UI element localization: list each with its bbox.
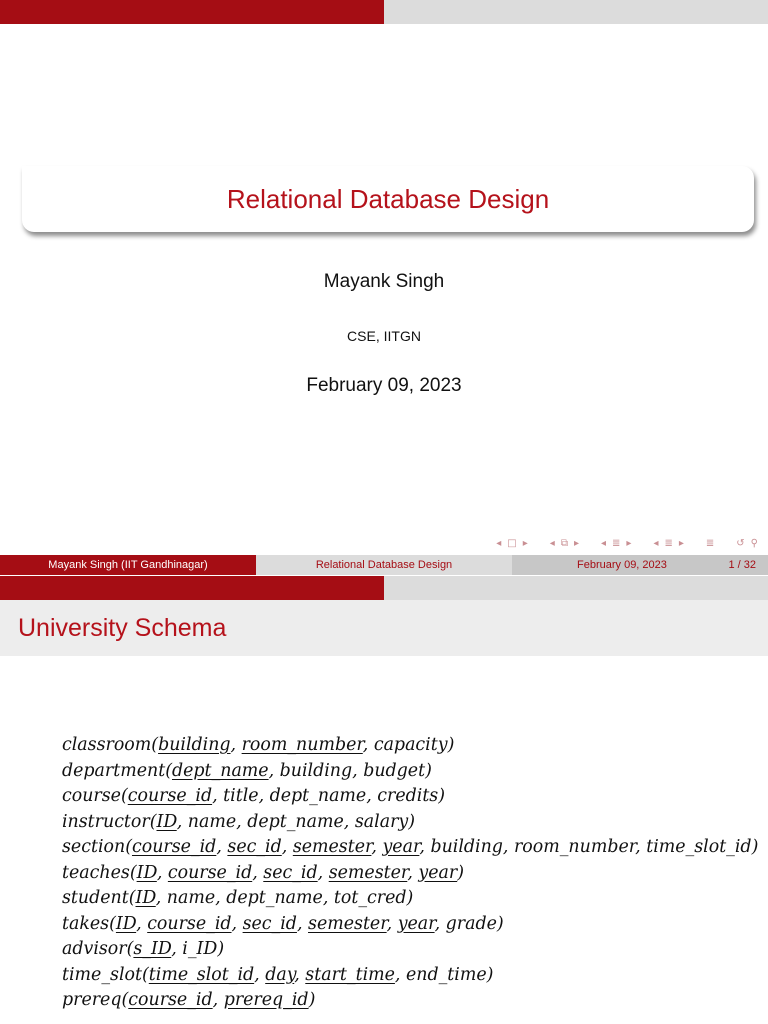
schema-relation: advisor(s_ID, i_ID) (62, 939, 225, 959)
primary-key-attribute: ID (136, 862, 157, 883)
relation-attribute: dept_name (269, 786, 367, 806)
schema-list (62, 733, 758, 1014)
relation-attribute: credits (377, 786, 439, 806)
relation-attribute: capacity (373, 735, 448, 755)
nav-left-icon[interactable]: ◂ (496, 537, 502, 549)
primary-key-attribute: building (158, 735, 231, 755)
relation-name: instructor (62, 811, 150, 832)
relation-name: classroom (62, 735, 152, 755)
primary-key-attribute: semester (328, 862, 408, 883)
author-name: Mayank Singh (323, 271, 445, 292)
top-bar-red (0, 0, 384, 24)
footer-author (0, 555, 256, 575)
search-icon[interactable]: ⚲ (750, 537, 758, 549)
primary-key-attribute: course_id (147, 913, 232, 934)
section-icon[interactable]: ≣ (705, 537, 715, 549)
nav-right-icon[interactable]: ▸ (678, 537, 684, 549)
nav-left-icon[interactable]: ◂ (653, 537, 659, 549)
top-bar (0, 576, 768, 600)
relation-name: section (62, 837, 126, 857)
relation-attribute: name (187, 811, 237, 832)
primary-key-attribute: s_ID (133, 939, 172, 959)
relation-name: time_slot (62, 964, 142, 985)
relation-attribute: building (279, 760, 353, 781)
footer-date-page (512, 555, 768, 575)
presentation-date: February 09, 2023 (306, 375, 462, 396)
schema-relation: instructor(ID, name, dept_name, salary) (62, 811, 416, 832)
relation-attribute: room_number (513, 837, 636, 857)
primary-key-attribute: semester (308, 913, 387, 934)
schema-relation: student(ID, name, dept_name, tot_cred) (62, 888, 414, 908)
nav-right-icon[interactable]: ▸ (522, 537, 528, 549)
footer-title-text: Relational Database Design (315, 559, 453, 571)
primary-key-attribute: start_time (305, 964, 395, 985)
beamer-nav-bar (494, 534, 760, 552)
schema-relation: takes(ID, course_id, sec_id, semester, year, grade) (62, 913, 504, 934)
schema-relation: teaches(ID, course_id, sec_id, semester, year) (62, 862, 464, 883)
primary-key-attribute: sec_id (242, 913, 297, 934)
frame-icon[interactable]: □ (507, 537, 517, 549)
relation-attribute: time_slot_id (646, 837, 752, 857)
top-bar-red (0, 576, 384, 600)
relation-name: course (62, 786, 121, 806)
subsection-icon[interactable]: ⧉ (560, 537, 568, 549)
top-bar-gray (384, 576, 768, 600)
schema-relation: department(dept_name, building, budget) (62, 760, 432, 781)
footer-bar (0, 555, 768, 575)
primary-key-attribute: day (265, 964, 295, 985)
institute: CSE, IITGN (347, 328, 421, 344)
relation-name: student (62, 888, 129, 908)
primary-key-attribute: course_id (127, 786, 213, 806)
nav-left-icon[interactable]: ◂ (600, 537, 607, 549)
schema-relation: time_slot(time_slot_id, day, start_time, end_time) (62, 964, 494, 985)
footer-page-number: 1 / 32 (728, 559, 756, 571)
relation-name: advisor (62, 939, 127, 959)
title-box (22, 166, 754, 232)
frame-title-bar (0, 600, 768, 656)
primary-key-attribute: year (382, 837, 420, 857)
section-icon[interactable]: ≣ (664, 537, 673, 549)
relation-attribute: i_ID (182, 939, 218, 959)
primary-key-attribute: year (397, 913, 435, 934)
relation-name: prereq (62, 990, 122, 1010)
relation-attribute: building (430, 837, 503, 857)
section-icon[interactable]: ≣ (612, 537, 621, 549)
primary-key-attribute: course_id (167, 862, 253, 883)
primary-key-attribute: ID (135, 888, 156, 908)
relation-attribute: end_time (405, 964, 487, 985)
schema-relation: section(course_id, sec_id, semester, year, building, room_number, time_slot_id) (62, 837, 759, 857)
primary-key-attribute: ID (156, 811, 177, 832)
primary-key-attribute: semester (292, 837, 372, 857)
schema-relation: classroom(building, room_number, capacity) (62, 735, 455, 755)
primary-key-attribute: course_id (128, 990, 213, 1010)
schema-relation: prereq(course_id, prereq_id) (62, 990, 316, 1010)
nav-right-icon[interactable]: ▸ (626, 537, 632, 549)
presentation-title: Relational Database Design (226, 183, 550, 214)
primary-key-attribute: room_number (241, 735, 363, 755)
footer-title (256, 555, 512, 575)
schema-relation: course(course_id, title, dept_name, credits) (62, 786, 446, 806)
relation-attribute: salary (354, 811, 409, 832)
nav-right-icon[interactable]: ▸ (573, 537, 579, 549)
footer-date: February 09, 2023 (577, 559, 667, 571)
relation-attribute: grade (445, 913, 497, 934)
footer-author-text: Mayank Singh (IIT Gandhinagar) (48, 559, 208, 571)
frame-title: University Schema (18, 614, 227, 642)
primary-key-attribute: sec_id (263, 862, 318, 883)
nav-left-icon[interactable]: ◂ (549, 537, 555, 549)
relation-attribute: title (223, 786, 259, 806)
relation-attribute: name (166, 888, 216, 908)
primary-key-attribute: dept_name (172, 760, 269, 781)
undo-icon[interactable]: ↺ (736, 537, 745, 549)
primary-key-attribute: course_id (131, 837, 217, 857)
schema-slide (0, 576, 768, 1024)
top-bar (0, 0, 768, 24)
primary-key-attribute: year (418, 862, 458, 883)
primary-key-attribute: prereq_id (223, 990, 309, 1010)
relation-name: department (62, 760, 166, 781)
relation-attribute: tot_cred (333, 888, 407, 908)
primary-key-attribute: sec_id (227, 837, 282, 857)
top-bar-gray (384, 0, 768, 24)
relation-name: takes (62, 913, 110, 934)
relation-attribute: dept_name (226, 888, 323, 908)
primary-key-attribute: time_slot_id (148, 964, 255, 985)
relation-attribute: budget (363, 760, 426, 781)
relation-attribute: dept_name (247, 811, 344, 832)
relation-name: teaches (62, 862, 130, 883)
primary-key-attribute: ID (115, 913, 137, 934)
